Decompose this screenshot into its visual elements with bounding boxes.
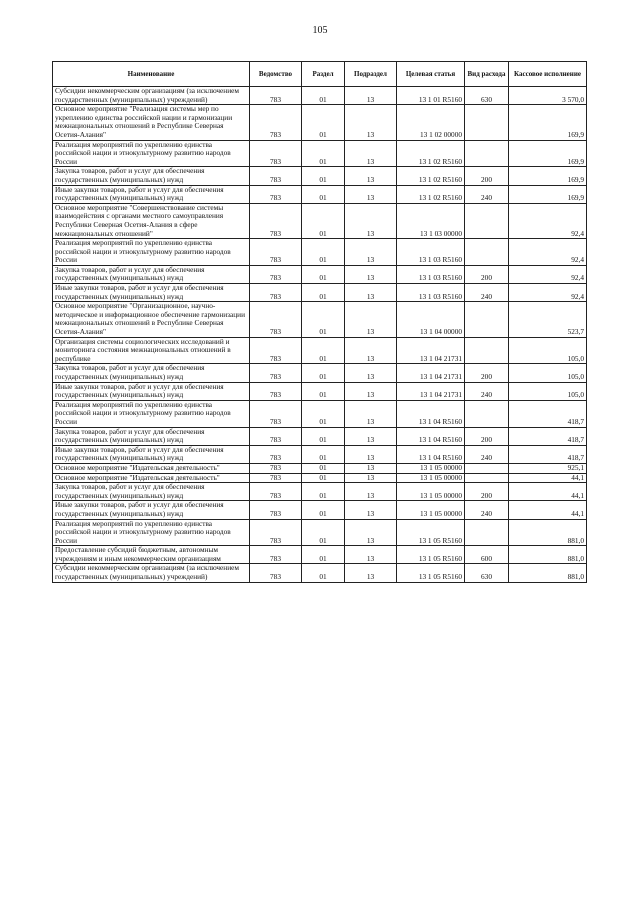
table-row bbox=[53, 302, 587, 337]
header-target-article: Целевая статья bbox=[397, 62, 465, 87]
cell-target-article: 13 1 03 R5160 bbox=[397, 239, 465, 266]
cell-department: 783 bbox=[250, 337, 302, 364]
cell-expense-type bbox=[465, 400, 509, 427]
table-row bbox=[53, 167, 587, 185]
cell-subsection: 13 bbox=[345, 382, 397, 400]
cell-target-article: 13 1 05 00000 bbox=[397, 483, 465, 501]
cell-section: 01 bbox=[302, 185, 345, 203]
cell-target-article: 13 1 03 R5160 bbox=[397, 265, 465, 283]
cell-expense-type: 200 bbox=[465, 265, 509, 283]
table-row bbox=[53, 105, 587, 140]
cell-target-article: 13 1 05 R5160 bbox=[397, 564, 465, 582]
cell-expense-type: 200 bbox=[465, 364, 509, 382]
cell-section: 01 bbox=[302, 239, 345, 266]
cell-department: 783 bbox=[250, 564, 302, 582]
cell-section: 01 bbox=[302, 302, 345, 337]
cell-subsection: 13 bbox=[345, 239, 397, 266]
cell-subsection: 13 bbox=[345, 284, 397, 302]
cell-section: 01 bbox=[302, 105, 345, 140]
cell-department: 783 bbox=[250, 203, 302, 238]
cell-department: 783 bbox=[250, 519, 302, 546]
cell-target-article: 13 1 02 R5160 bbox=[397, 167, 465, 185]
cell-section: 01 bbox=[302, 427, 345, 445]
table-row bbox=[53, 501, 587, 519]
cell-expense-type: 240 bbox=[465, 382, 509, 400]
cell-name: Иные закупки товаров, работ и услуг для обеспечения государственных (муниципальных) нужд bbox=[53, 185, 250, 203]
cell-target-article: 13 1 05 00000 bbox=[397, 463, 465, 473]
cell-subsection: 13 bbox=[345, 302, 397, 337]
cell-department: 783 bbox=[250, 445, 302, 463]
cell-department: 783 bbox=[250, 427, 302, 445]
cell-section: 01 bbox=[302, 167, 345, 185]
cell-section: 01 bbox=[302, 546, 345, 564]
cell-target-article: 13 1 03 00000 bbox=[397, 203, 465, 238]
cell-department: 783 bbox=[250, 463, 302, 473]
cell-cash-execution: 169,9 bbox=[509, 167, 587, 185]
cell-target-article: 13 1 04 00000 bbox=[397, 302, 465, 337]
cell-department: 783 bbox=[250, 400, 302, 427]
table-row bbox=[53, 546, 587, 564]
table-row bbox=[53, 382, 587, 400]
cell-cash-execution: 44,1 bbox=[509, 473, 587, 483]
cell-name: Основное мероприятие "Издательская деятельность" bbox=[53, 463, 250, 473]
cell-target-article: 13 1 04 21731 bbox=[397, 337, 465, 364]
cell-department: 783 bbox=[250, 87, 302, 105]
cell-section: 01 bbox=[302, 364, 345, 382]
table-row bbox=[53, 239, 587, 266]
table-row bbox=[53, 140, 587, 167]
cell-expense-type bbox=[465, 302, 509, 337]
table-row bbox=[53, 185, 587, 203]
cell-name: Организация системы социологических исследований и мониторинга состояния межнациональных отношений в республике bbox=[53, 337, 250, 364]
cell-name: Иные закупки товаров, работ и услуг для обеспечения государственных (муниципальных) нужд bbox=[53, 382, 250, 400]
cell-section: 01 bbox=[302, 445, 345, 463]
cell-department: 783 bbox=[250, 483, 302, 501]
cell-name: Закупка товаров, работ и услуг для обеспечения государственных (муниципальных) нужд bbox=[53, 167, 250, 185]
cell-name: Реализация мероприятий по укреплению единства российской нации и этнокультурному развитию народов России bbox=[53, 519, 250, 546]
header-subsection: Подраздел bbox=[345, 62, 397, 87]
cell-cash-execution: 169,9 bbox=[509, 185, 587, 203]
table-row bbox=[53, 427, 587, 445]
cell-name: Закупка товаров, работ и услуг для обеспечения государственных (муниципальных) нужд bbox=[53, 364, 250, 382]
cell-department: 783 bbox=[250, 364, 302, 382]
cell-expense-type bbox=[465, 519, 509, 546]
cell-subsection: 13 bbox=[345, 87, 397, 105]
cell-subsection: 13 bbox=[345, 337, 397, 364]
header-department: Ведомство bbox=[250, 62, 302, 87]
cell-subsection: 13 bbox=[345, 427, 397, 445]
cell-name: Субсидии некоммерческим организациям (за исключением государственных (муниципальных) учреждений) bbox=[53, 564, 250, 582]
cell-target-article: 13 1 01 R5160 bbox=[397, 87, 465, 105]
table-row bbox=[53, 364, 587, 382]
cell-target-article: 13 1 04 R5160 bbox=[397, 445, 465, 463]
cell-subsection: 13 bbox=[345, 167, 397, 185]
cell-name: Основное мероприятие "Реализация системы мер по укреплению единства российской нации и гармонизации межнациональных отношений в Республике Северная Осетия-Алания" bbox=[53, 105, 250, 140]
cell-target-article: 13 1 02 R5160 bbox=[397, 140, 465, 167]
table-row bbox=[53, 483, 587, 501]
cell-expense-type bbox=[465, 105, 509, 140]
cell-subsection: 13 bbox=[345, 203, 397, 238]
cell-subsection: 13 bbox=[345, 483, 397, 501]
cell-cash-execution: 418,7 bbox=[509, 400, 587, 427]
cell-subsection: 13 bbox=[345, 140, 397, 167]
cell-cash-execution: 92,4 bbox=[509, 239, 587, 266]
cell-name: Иные закупки товаров, работ и услуг для обеспечения государственных (муниципальных) нужд bbox=[53, 501, 250, 519]
cell-section: 01 bbox=[302, 284, 345, 302]
cell-expense-type: 240 bbox=[465, 501, 509, 519]
cell-department: 783 bbox=[250, 140, 302, 167]
cell-target-article: 13 1 03 R5160 bbox=[397, 284, 465, 302]
table-row bbox=[53, 337, 587, 364]
cell-cash-execution: 105,0 bbox=[509, 337, 587, 364]
cell-section: 01 bbox=[302, 463, 345, 473]
cell-name: Основное мероприятие "Совершенствование системы взаимодействия с органами местного самоуправления Республики Северная Осетия-Алания в сфере межнациональных отношений" bbox=[53, 203, 250, 238]
cell-section: 01 bbox=[302, 337, 345, 364]
cell-section: 01 bbox=[302, 203, 345, 238]
cell-subsection: 13 bbox=[345, 185, 397, 203]
cell-cash-execution: 169,9 bbox=[509, 140, 587, 167]
cell-target-article: 13 1 05 R5160 bbox=[397, 519, 465, 546]
cell-name: Реализация мероприятий по укреплению единства российской нации и этнокультурному развитию народов России bbox=[53, 239, 250, 266]
cell-subsection: 13 bbox=[345, 463, 397, 473]
cell-subsection: 13 bbox=[345, 400, 397, 427]
cell-name: Иные закупки товаров, работ и услуг для обеспечения государственных (муниципальных) нужд bbox=[53, 445, 250, 463]
cell-department: 783 bbox=[250, 185, 302, 203]
cell-cash-execution: 418,7 bbox=[509, 445, 587, 463]
cell-target-article: 13 1 02 R5160 bbox=[397, 185, 465, 203]
cell-expense-type bbox=[465, 337, 509, 364]
table-row bbox=[53, 445, 587, 463]
cell-department: 783 bbox=[250, 105, 302, 140]
cell-name: Закупка товаров, работ и услуг для обеспечения государственных (муниципальных) нужд bbox=[53, 483, 250, 501]
cell-expense-type: 200 bbox=[465, 167, 509, 185]
cell-section: 01 bbox=[302, 483, 345, 501]
cell-name: Основное мероприятие "Организационное, научно-методическое и информационное обеспечение гармонизации межнациональных отношений в Республике Северная Осетия-Алания" bbox=[53, 302, 250, 337]
cell-expense-type: 240 bbox=[465, 185, 509, 203]
cell-subsection: 13 bbox=[345, 519, 397, 546]
header-name: Наименование bbox=[53, 62, 250, 87]
cell-subsection: 13 bbox=[345, 445, 397, 463]
table-row bbox=[53, 284, 587, 302]
cell-cash-execution: 3 570,0 bbox=[509, 87, 587, 105]
cell-expense-type: 630 bbox=[465, 87, 509, 105]
cell-subsection: 13 bbox=[345, 105, 397, 140]
cell-section: 01 bbox=[302, 564, 345, 582]
cell-section: 01 bbox=[302, 501, 345, 519]
cell-target-article: 13 1 04 21731 bbox=[397, 364, 465, 382]
table-row bbox=[53, 203, 587, 238]
page-number: 105 bbox=[312, 25, 328, 36]
cell-cash-execution: 881,0 bbox=[509, 546, 587, 564]
budget-table bbox=[52, 61, 587, 583]
cell-subsection: 13 bbox=[345, 364, 397, 382]
cell-name: Предоставление субсидий бюджетным, автономным учреждениям и иным некоммерческим организациям bbox=[53, 546, 250, 564]
cell-expense-type bbox=[465, 140, 509, 167]
cell-target-article: 13 1 04 21731 bbox=[397, 382, 465, 400]
cell-cash-execution: 92,4 bbox=[509, 265, 587, 283]
cell-department: 783 bbox=[250, 382, 302, 400]
cell-subsection: 13 bbox=[345, 501, 397, 519]
cell-target-article: 13 1 02 00000 bbox=[397, 105, 465, 140]
cell-subsection: 13 bbox=[345, 546, 397, 564]
table-row bbox=[53, 87, 587, 105]
table-row bbox=[53, 463, 587, 473]
cell-expense-type bbox=[465, 239, 509, 266]
table-row bbox=[53, 400, 587, 427]
table-row bbox=[53, 564, 587, 582]
cell-cash-execution: 925,1 bbox=[509, 463, 587, 473]
cell-expense-type: 240 bbox=[465, 284, 509, 302]
header-expense-type: Вид расхода bbox=[465, 62, 509, 87]
cell-name: Закупка товаров, работ и услуг для обеспечения государственных (муниципальных) нужд bbox=[53, 265, 250, 283]
cell-cash-execution: 44,1 bbox=[509, 483, 587, 501]
cell-department: 783 bbox=[250, 473, 302, 483]
cell-section: 01 bbox=[302, 382, 345, 400]
cell-cash-execution: 523,7 bbox=[509, 302, 587, 337]
cell-department: 783 bbox=[250, 167, 302, 185]
cell-cash-execution: 44,1 bbox=[509, 501, 587, 519]
cell-cash-execution: 92,4 bbox=[509, 203, 587, 238]
cell-cash-execution: 105,0 bbox=[509, 382, 587, 400]
cell-cash-execution: 105,0 bbox=[509, 364, 587, 382]
cell-section: 01 bbox=[302, 265, 345, 283]
cell-cash-execution: 881,0 bbox=[509, 564, 587, 582]
cell-section: 01 bbox=[302, 519, 345, 546]
cell-target-article: 13 1 04 R5160 bbox=[397, 400, 465, 427]
cell-department: 783 bbox=[250, 501, 302, 519]
cell-cash-execution: 418,7 bbox=[509, 427, 587, 445]
cell-department: 783 bbox=[250, 265, 302, 283]
cell-department: 783 bbox=[250, 284, 302, 302]
cell-cash-execution: 169,9 bbox=[509, 105, 587, 140]
cell-expense-type: 240 bbox=[465, 445, 509, 463]
table-header-row bbox=[53, 62, 587, 87]
cell-cash-execution: 881,0 bbox=[509, 519, 587, 546]
cell-subsection: 13 bbox=[345, 564, 397, 582]
cell-department: 783 bbox=[250, 239, 302, 266]
cell-name: Иные закупки товаров, работ и услуг для обеспечения государственных (муниципальных) нужд bbox=[53, 284, 250, 302]
cell-target-article: 13 1 05 R5160 bbox=[397, 546, 465, 564]
cell-expense-type: 600 bbox=[465, 546, 509, 564]
cell-department: 783 bbox=[250, 546, 302, 564]
cell-target-article: 13 1 04 R5160 bbox=[397, 427, 465, 445]
cell-section: 01 bbox=[302, 140, 345, 167]
cell-subsection: 13 bbox=[345, 473, 397, 483]
cell-expense-type bbox=[465, 463, 509, 473]
cell-target-article: 13 1 05 00000 bbox=[397, 501, 465, 519]
cell-section: 01 bbox=[302, 87, 345, 105]
cell-expense-type: 200 bbox=[465, 427, 509, 445]
cell-section: 01 bbox=[302, 400, 345, 427]
cell-department: 783 bbox=[250, 302, 302, 337]
table-row bbox=[53, 265, 587, 283]
cell-name: Закупка товаров, работ и услуг для обеспечения государственных (муниципальных) нужд bbox=[53, 427, 250, 445]
cell-expense-type bbox=[465, 203, 509, 238]
cell-expense-type: 630 bbox=[465, 564, 509, 582]
cell-name: Реализация мероприятий по укреплению единства российской нации и этнокультурному развитию народов России bbox=[53, 140, 250, 167]
cell-name: Основное мероприятие "Издательская деятельность" bbox=[53, 473, 250, 483]
cell-expense-type bbox=[465, 473, 509, 483]
header-section: Раздел bbox=[302, 62, 345, 87]
cell-expense-type: 200 bbox=[465, 483, 509, 501]
header-cash-execution: Кассовое исполнение bbox=[509, 62, 587, 87]
cell-name: Реализация мероприятий по укреплению единства российской нации и этнокультурному развитию народов России bbox=[53, 400, 250, 427]
cell-target-article: 13 1 05 00000 bbox=[397, 473, 465, 483]
table-body bbox=[53, 87, 587, 583]
cell-name: Субсидии некоммерческим организациям (за исключением государственных (муниципальных) учреждений) bbox=[53, 87, 250, 105]
cell-subsection: 13 bbox=[345, 265, 397, 283]
cell-cash-execution: 92,4 bbox=[509, 284, 587, 302]
table-row bbox=[53, 519, 587, 546]
cell-section: 01 bbox=[302, 473, 345, 483]
